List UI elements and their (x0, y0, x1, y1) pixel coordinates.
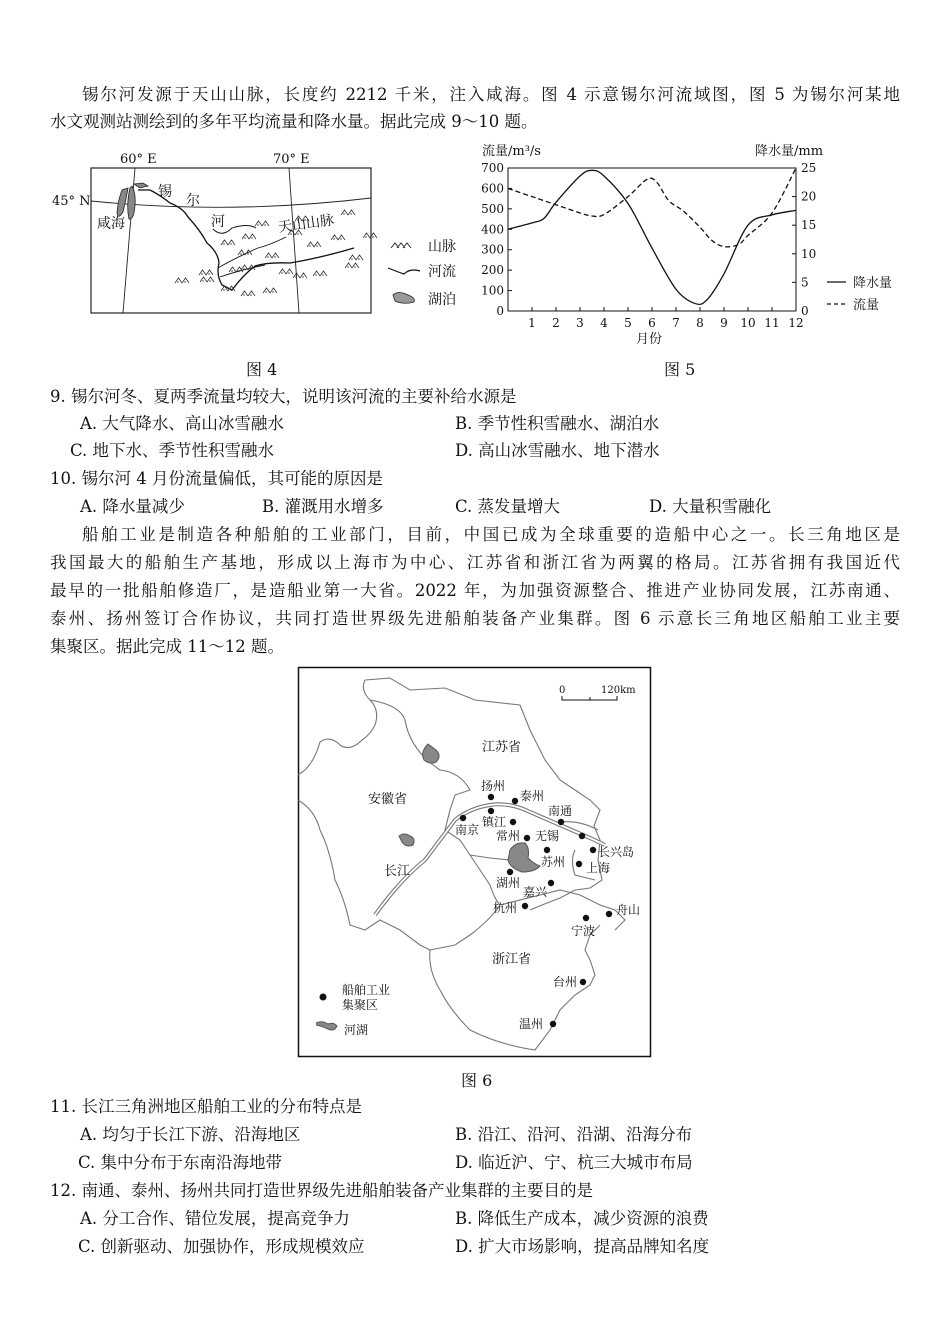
city-label: 温州 (519, 1017, 544, 1031)
city-label: 舟山 (616, 903, 641, 917)
y-right-tick-label: 0 (801, 304, 809, 318)
y-right-tick-label: 10 (801, 246, 817, 261)
city-dot (550, 1021, 556, 1027)
intro2-line: 集聚区。据此完成 11～12 题。 (50, 637, 284, 656)
legend-label: 船舶工业集聚区 (342, 983, 391, 1012)
x-tick-label: 1 (528, 316, 536, 330)
lon-label-60e: 60° E (120, 152, 157, 167)
q10-option-a[interactable]: A. 降水量减少 (80, 497, 185, 516)
city-label: 南京 (455, 823, 480, 837)
city-label: 镇江 (482, 815, 507, 829)
river-icon (388, 268, 420, 274)
city-dot (583, 915, 589, 921)
x-tick-label: 6 (648, 316, 656, 330)
question-9-stem: 9. 锡尔河冬、夏两季流量均较大，说明该河流的主要补给水源是 (50, 387, 517, 406)
plot-frame (508, 168, 796, 311)
svg-text:0: 0 (559, 685, 566, 696)
y-right-tick-label: 20 (801, 189, 817, 204)
city-label: 上海 (586, 861, 611, 875)
city-label: 杭州 (493, 901, 518, 915)
y-right-tick-label: 5 (801, 275, 809, 290)
legend-label-flow: 流量 (853, 298, 880, 313)
intro-line: 锡尔河发源于天山山脉，长度约 2212 千米，注入咸海。图 4 示意锡尔河流域图，图 5 为锡尔河某地 (82, 85, 900, 104)
series-line-flow (508, 168, 796, 247)
series-line-precipitation (508, 170, 796, 304)
city-label: 无锡 (535, 829, 560, 843)
intro2-line: 船舶工业是制造各种船舶的工业部门，目前，中国已成为全球重要的造船中心之一。长三角地区是 (82, 525, 900, 544)
q9-option-b[interactable]: B. 季节性积雪融水、湖泊水 (455, 414, 660, 433)
q10-option-b[interactable]: B. 灌溉用水增多 (262, 497, 384, 516)
city-label: 常州 (496, 829, 521, 843)
intro2-line: 我国最大的船舶生产基地，形成以上海市为中心、江苏省和浙江省为两翼的格局。江苏省拥有我国近代 (50, 553, 900, 572)
x-axis-label: 月份 (636, 332, 663, 347)
label-jiangsu: 江苏省 (482, 740, 522, 755)
city-dot (590, 847, 596, 853)
figure-6-caption: 图 6 (461, 1071, 493, 1090)
dot-icon (320, 994, 327, 1001)
city-dot (548, 880, 554, 886)
label-river-char: 尔 (186, 193, 200, 209)
question-12-stem: 12. 南通、泰州、扬州共同打造世界级先进船舶装备产业集群的主要目的是 (50, 1181, 593, 1200)
q12-option-a[interactable]: A. 分工合作、错位发展，提高竞争力 (80, 1209, 350, 1228)
intro-line: 水文观测站测绘到的多年平均流量和降水量。据此完成 9～10 题。 (50, 112, 538, 131)
x-tick-label: 9 (720, 316, 728, 330)
x-tick-label: 7 (672, 316, 680, 330)
q11-option-a[interactable]: A. 均匀于长江下游、沿海地区 (80, 1125, 301, 1144)
svg-text:120km: 120km (601, 685, 636, 696)
city-dot (576, 861, 582, 867)
city-label: 嘉兴 (523, 885, 548, 899)
legend-label: 河湖 (344, 1023, 369, 1037)
city-label: 扬州 (481, 779, 506, 793)
figure-6-map (298, 667, 652, 1058)
intro2-line: 泰州、扬州签订合作协议，共同打造世界级先进船舶装备产业集群。图 6 示意长三角地区船舶工业主要 (50, 609, 900, 628)
city-dot (524, 835, 530, 841)
legend-river (388, 263, 456, 280)
y-left-tick-label: 300 (481, 242, 504, 257)
q11-option-b[interactable]: B. 沿江、沿河、沿湖、沿海分布 (455, 1125, 693, 1144)
q9-option-a[interactable]: A. 大气降水、高山冰雪融水 (80, 414, 284, 433)
label-tianshan: 天山山脉 (277, 212, 336, 236)
figure-4-map (40, 140, 470, 340)
city-dot (510, 819, 516, 825)
q12-option-b[interactable]: B. 降低生产成本，减少资源的浪费 (455, 1209, 709, 1228)
q9-option-c[interactable]: C. 地下水、季节性积雪融水 (70, 441, 275, 460)
q11-option-d[interactable]: D. 临近沪、宁、杭三大城市布局 (455, 1153, 693, 1172)
figure-4-caption: 图 4 (246, 360, 278, 379)
y-left-tick-label: 400 (481, 222, 504, 237)
label-anhui: 安徽省 (368, 792, 408, 807)
x-tick-label: 4 (600, 316, 608, 330)
city-label: 台州 (553, 975, 578, 989)
x-tick-label: 2 (552, 316, 560, 330)
y-left-tick-label: 700 (481, 161, 504, 175)
city-dot (507, 869, 513, 875)
legend-label-precip: 降水量 (853, 276, 893, 291)
label-aral-sea: 咸海 (97, 216, 125, 232)
city-label: 苏州 (541, 855, 566, 869)
svg-text:湖泊: 湖泊 (428, 292, 456, 308)
lat-label-45n: 45° N (52, 194, 91, 209)
x-tick-label: 12 (788, 316, 804, 330)
city-dot (460, 815, 466, 821)
city-dot (488, 808, 494, 814)
q9-option-d[interactable]: D. 高山冰雪融水、地下潜水 (455, 441, 660, 460)
lake-icon (393, 293, 414, 304)
q12-option-d[interactable]: D. 扩大市场影响，提高品牌知名度 (455, 1237, 710, 1256)
y-right-tick-label: 15 (801, 218, 817, 233)
y-right-tick-label: 25 (801, 161, 817, 175)
city-dot (512, 798, 518, 804)
label-river-char: 锡 (158, 184, 172, 200)
x-tick-label: 8 (696, 316, 704, 330)
x-tick-label: 3 (576, 316, 584, 330)
lon-label-70e: 70° E (273, 152, 310, 167)
city-label: 宁波 (571, 924, 596, 938)
svg-text:河流: 河流 (428, 264, 456, 280)
city-dot (579, 833, 585, 839)
label-zhejiang: 浙江省 (492, 952, 532, 967)
figure-5-chart (470, 135, 893, 350)
label-yangtze: 长江 (384, 864, 411, 879)
x-tick-label: 11 (764, 316, 780, 330)
q10-option-d[interactable]: D. 大量积雪融化 (649, 497, 772, 516)
city-label: 南通 (548, 804, 573, 818)
legend-lake (393, 292, 456, 308)
label-river-char: 河 (211, 214, 225, 230)
y-right-label: 降水量/mm (755, 144, 824, 159)
intro2-line: 最早的一批船舶修造厂，是造船业第一大省。2022 年，为加强资源整合、推进产业协同发展，江苏南通、 (50, 581, 900, 600)
city-dot (606, 911, 612, 917)
city-label: 湖州 (496, 876, 521, 890)
y-left-tick-label: 500 (481, 201, 504, 216)
y-left-tick-label: 100 (481, 283, 504, 298)
city-label: 泰州 (520, 789, 545, 803)
question-10-stem: 10. 锡尔河 4 月份流量偏低，其可能的原因是 (50, 469, 383, 488)
city-dot (488, 794, 494, 800)
figure-5-caption: 图 5 (664, 360, 696, 379)
question-11-stem: 11. 长江三角洲地区船舶工业的分布特点是 (50, 1097, 362, 1116)
city-dot (544, 847, 550, 853)
chart-legend (827, 275, 892, 313)
q12-option-c[interactable]: C. 创新驱动、加强协作，形成规模效应 (78, 1237, 365, 1256)
city-dot (558, 819, 564, 825)
x-tick-label: 10 (740, 316, 756, 330)
city-dot (522, 903, 528, 909)
q11-option-c[interactable]: C. 集中分布于东南沿海地带 (78, 1153, 283, 1172)
y-left-tick-label: 0 (496, 304, 504, 318)
y-left-tick-label: 200 (481, 263, 504, 278)
city-dot (580, 979, 586, 985)
q10-option-c[interactable]: C. 蒸发量增大 (455, 497, 561, 516)
y-left-tick-label: 600 (481, 181, 504, 196)
x-tick-label: 5 (624, 316, 632, 330)
city-label: 长兴岛 (598, 845, 635, 859)
legend-mountain (391, 239, 456, 255)
y-left-label: 流量/m³/s (482, 144, 541, 159)
mountain-icon (391, 243, 411, 248)
svg-text:山脉: 山脉 (428, 239, 456, 255)
